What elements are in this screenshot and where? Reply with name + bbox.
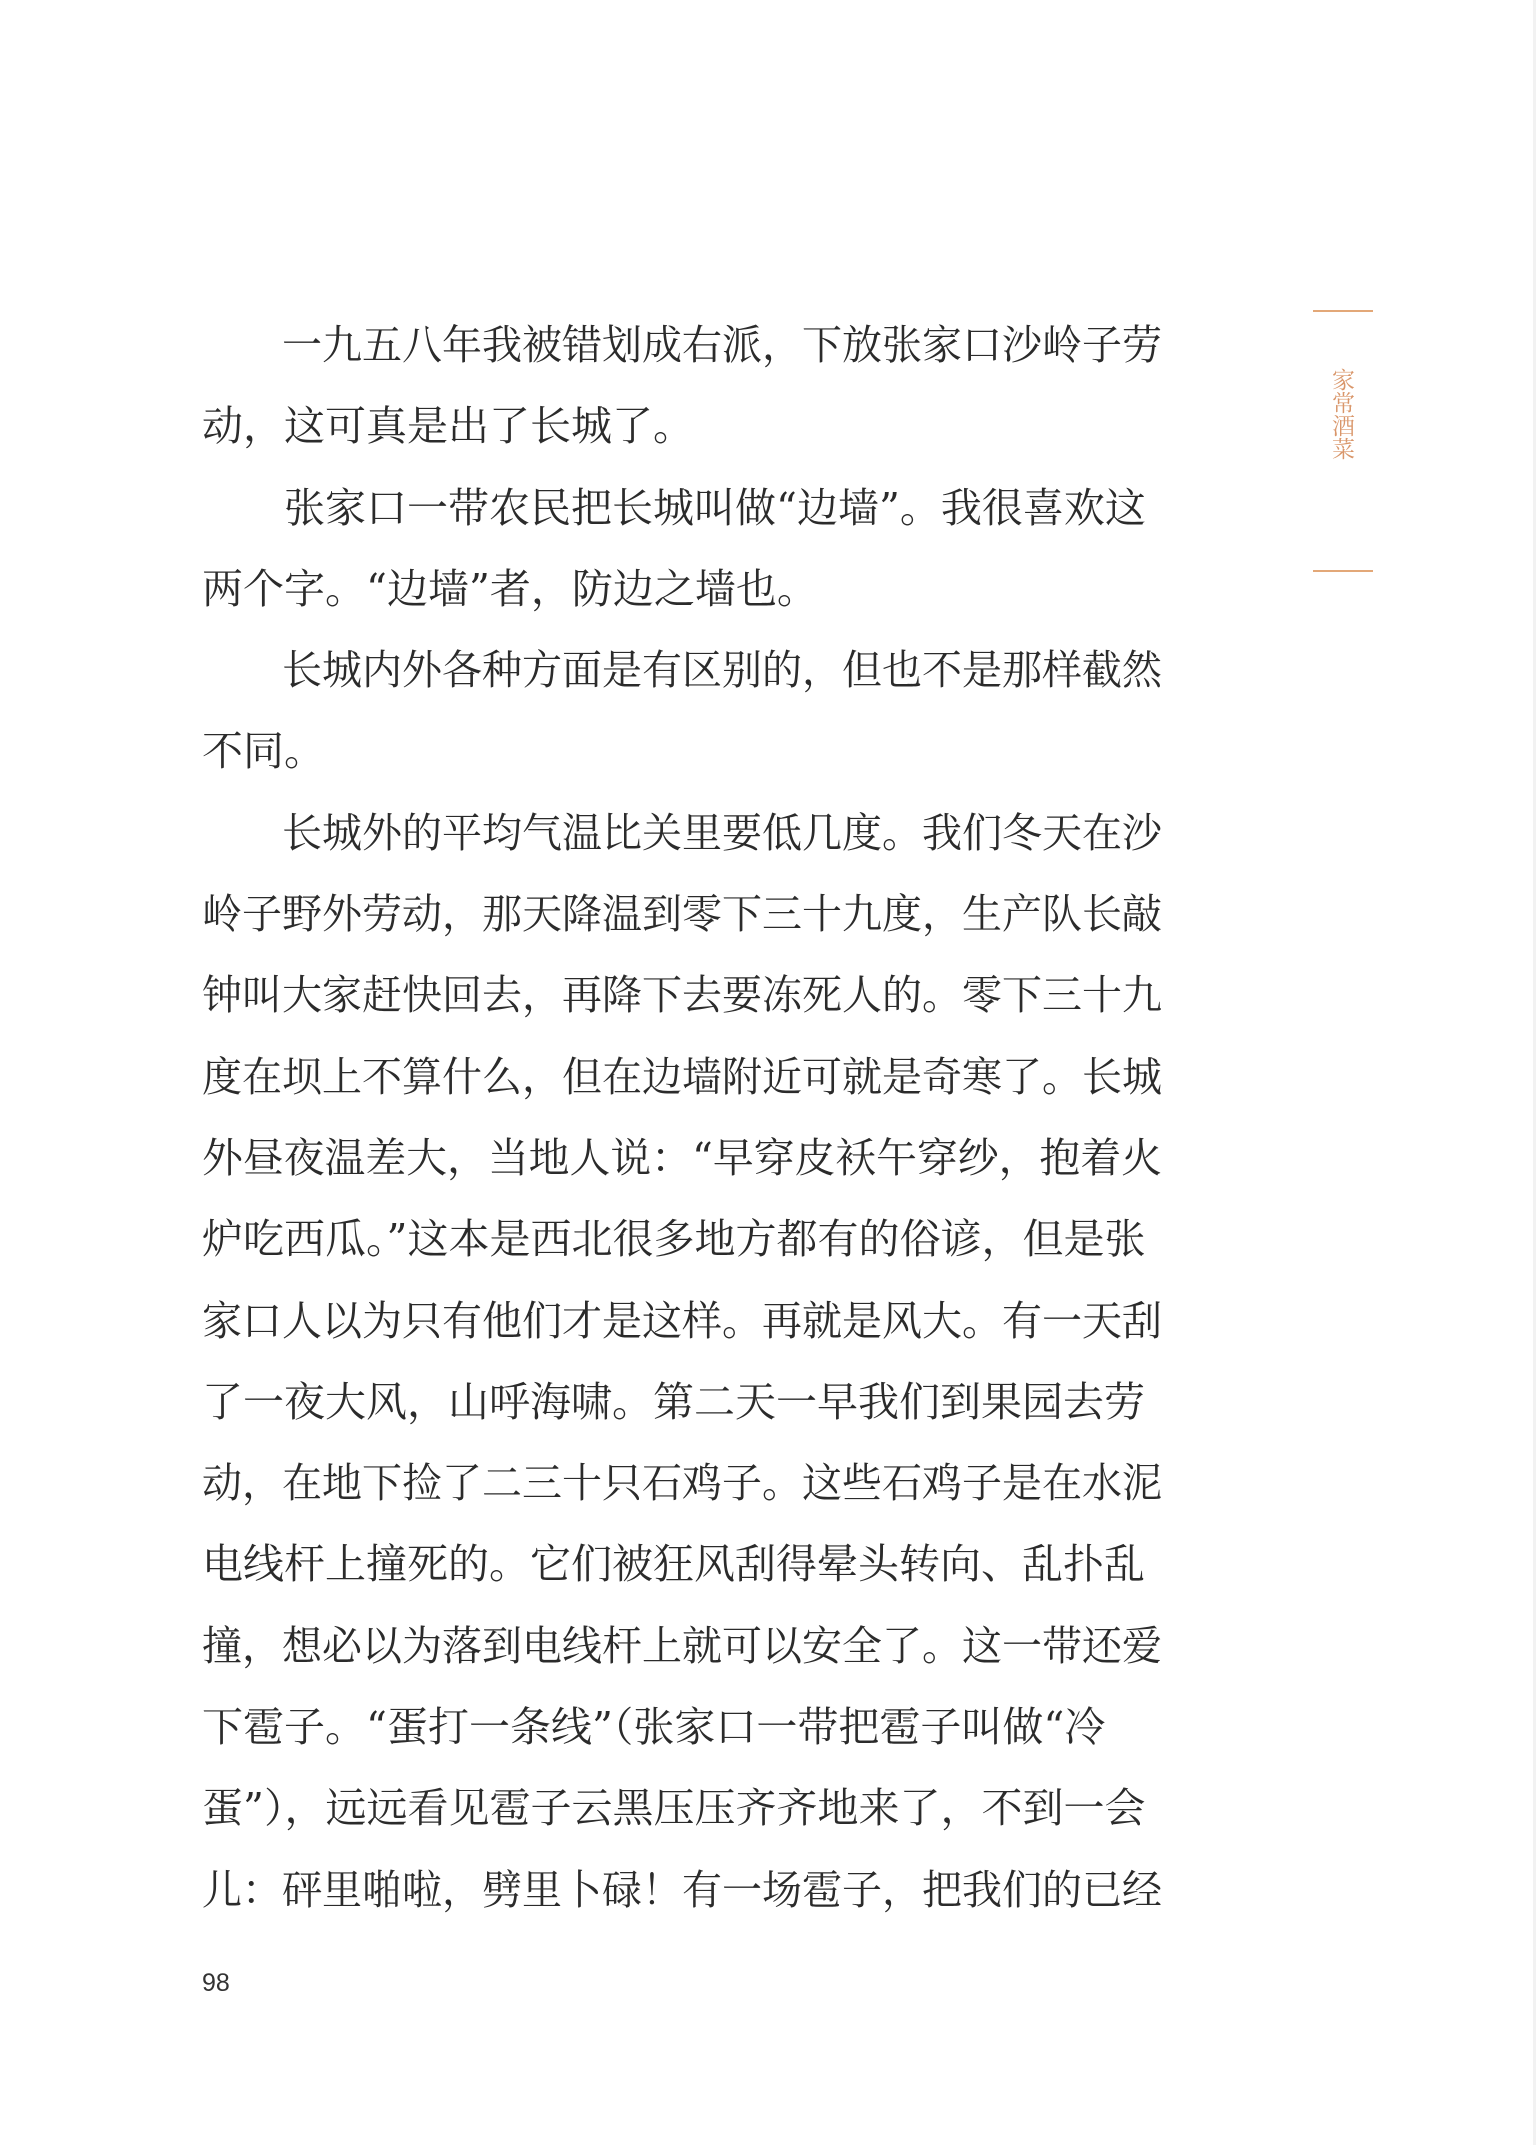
text-line: 家口人以为只有他们才是这样。再就是风大。有一天刮 bbox=[202, 1296, 1162, 1345]
text-line: 蛋”），远远看见雹子云黑压压齐齐地来了，不到一会 bbox=[202, 1784, 1146, 1833]
text-line: 度在坝上不算什么，但在边墙附近可就是奇寒了。长城 bbox=[202, 1052, 1162, 1101]
text-line: 了一夜大风，山呼海啸。第二天一早我们到果园去劳 bbox=[202, 1377, 1145, 1426]
text-line: 两个字。“边墙”者，防边之墙也。 bbox=[202, 564, 818, 613]
text-line: 岭子野外劳动，那天降温到零下三十九度，生产队长敲 bbox=[202, 890, 1162, 939]
text-line: 钟叫大家赶快回去，再降下去要冻死人的。零下三十九 bbox=[202, 971, 1162, 1020]
text-line: 一九五八年我被错划成右派，下放张家口沙岭子劳 bbox=[202, 321, 1162, 369]
page-number: 98 bbox=[202, 1969, 230, 1997]
header-rule-bottom bbox=[1313, 570, 1373, 572]
text-line: 外昼夜温差大，当地人说：“早穿皮袄午穿纱，抱着火 bbox=[202, 1133, 1163, 1182]
text-line: 下雹子。“蛋打一条线”（张家口一带把雹子叫做“冷 bbox=[202, 1703, 1106, 1752]
header-rule-top bbox=[1313, 310, 1373, 312]
body-text bbox=[202, 305, 1177, 1931]
text-line: 动，这可真是出了长城了。 bbox=[202, 402, 694, 451]
text-line: 张家口一带农民把长城叫做“边墙”。我很喜欢这 bbox=[202, 483, 1146, 532]
text-line: 不同。 bbox=[202, 727, 325, 776]
text-line: 儿：砰里啪啦，劈里卜碌！有一场雹子，把我们的已经 bbox=[202, 1865, 1162, 1914]
book-title: 家常酒菜 bbox=[1328, 368, 1354, 460]
text-line: 长城外的平均气温比关里要低几度。我们冬天在沙 bbox=[202, 808, 1162, 857]
text-line: 长城内外各种方面是有区别的，但也不是那样截然 bbox=[202, 646, 1162, 695]
text-line: 撞，想必以为落到电线杆上就可以安全了。这一带还爱 bbox=[202, 1621, 1162, 1670]
text-line: 电线杆上撞死的。它们被狂风刮得晕头转向、乱扑乱 bbox=[202, 1540, 1145, 1589]
text-line: 炉吃西瓜。”这本是西北很多地方都有的俗谚，但是张 bbox=[202, 1215, 1146, 1264]
text-line: 动，在地下捡了二三十只石鸡子。这些石鸡子是在水泥 bbox=[202, 1459, 1162, 1508]
running-header bbox=[1313, 310, 1373, 572]
